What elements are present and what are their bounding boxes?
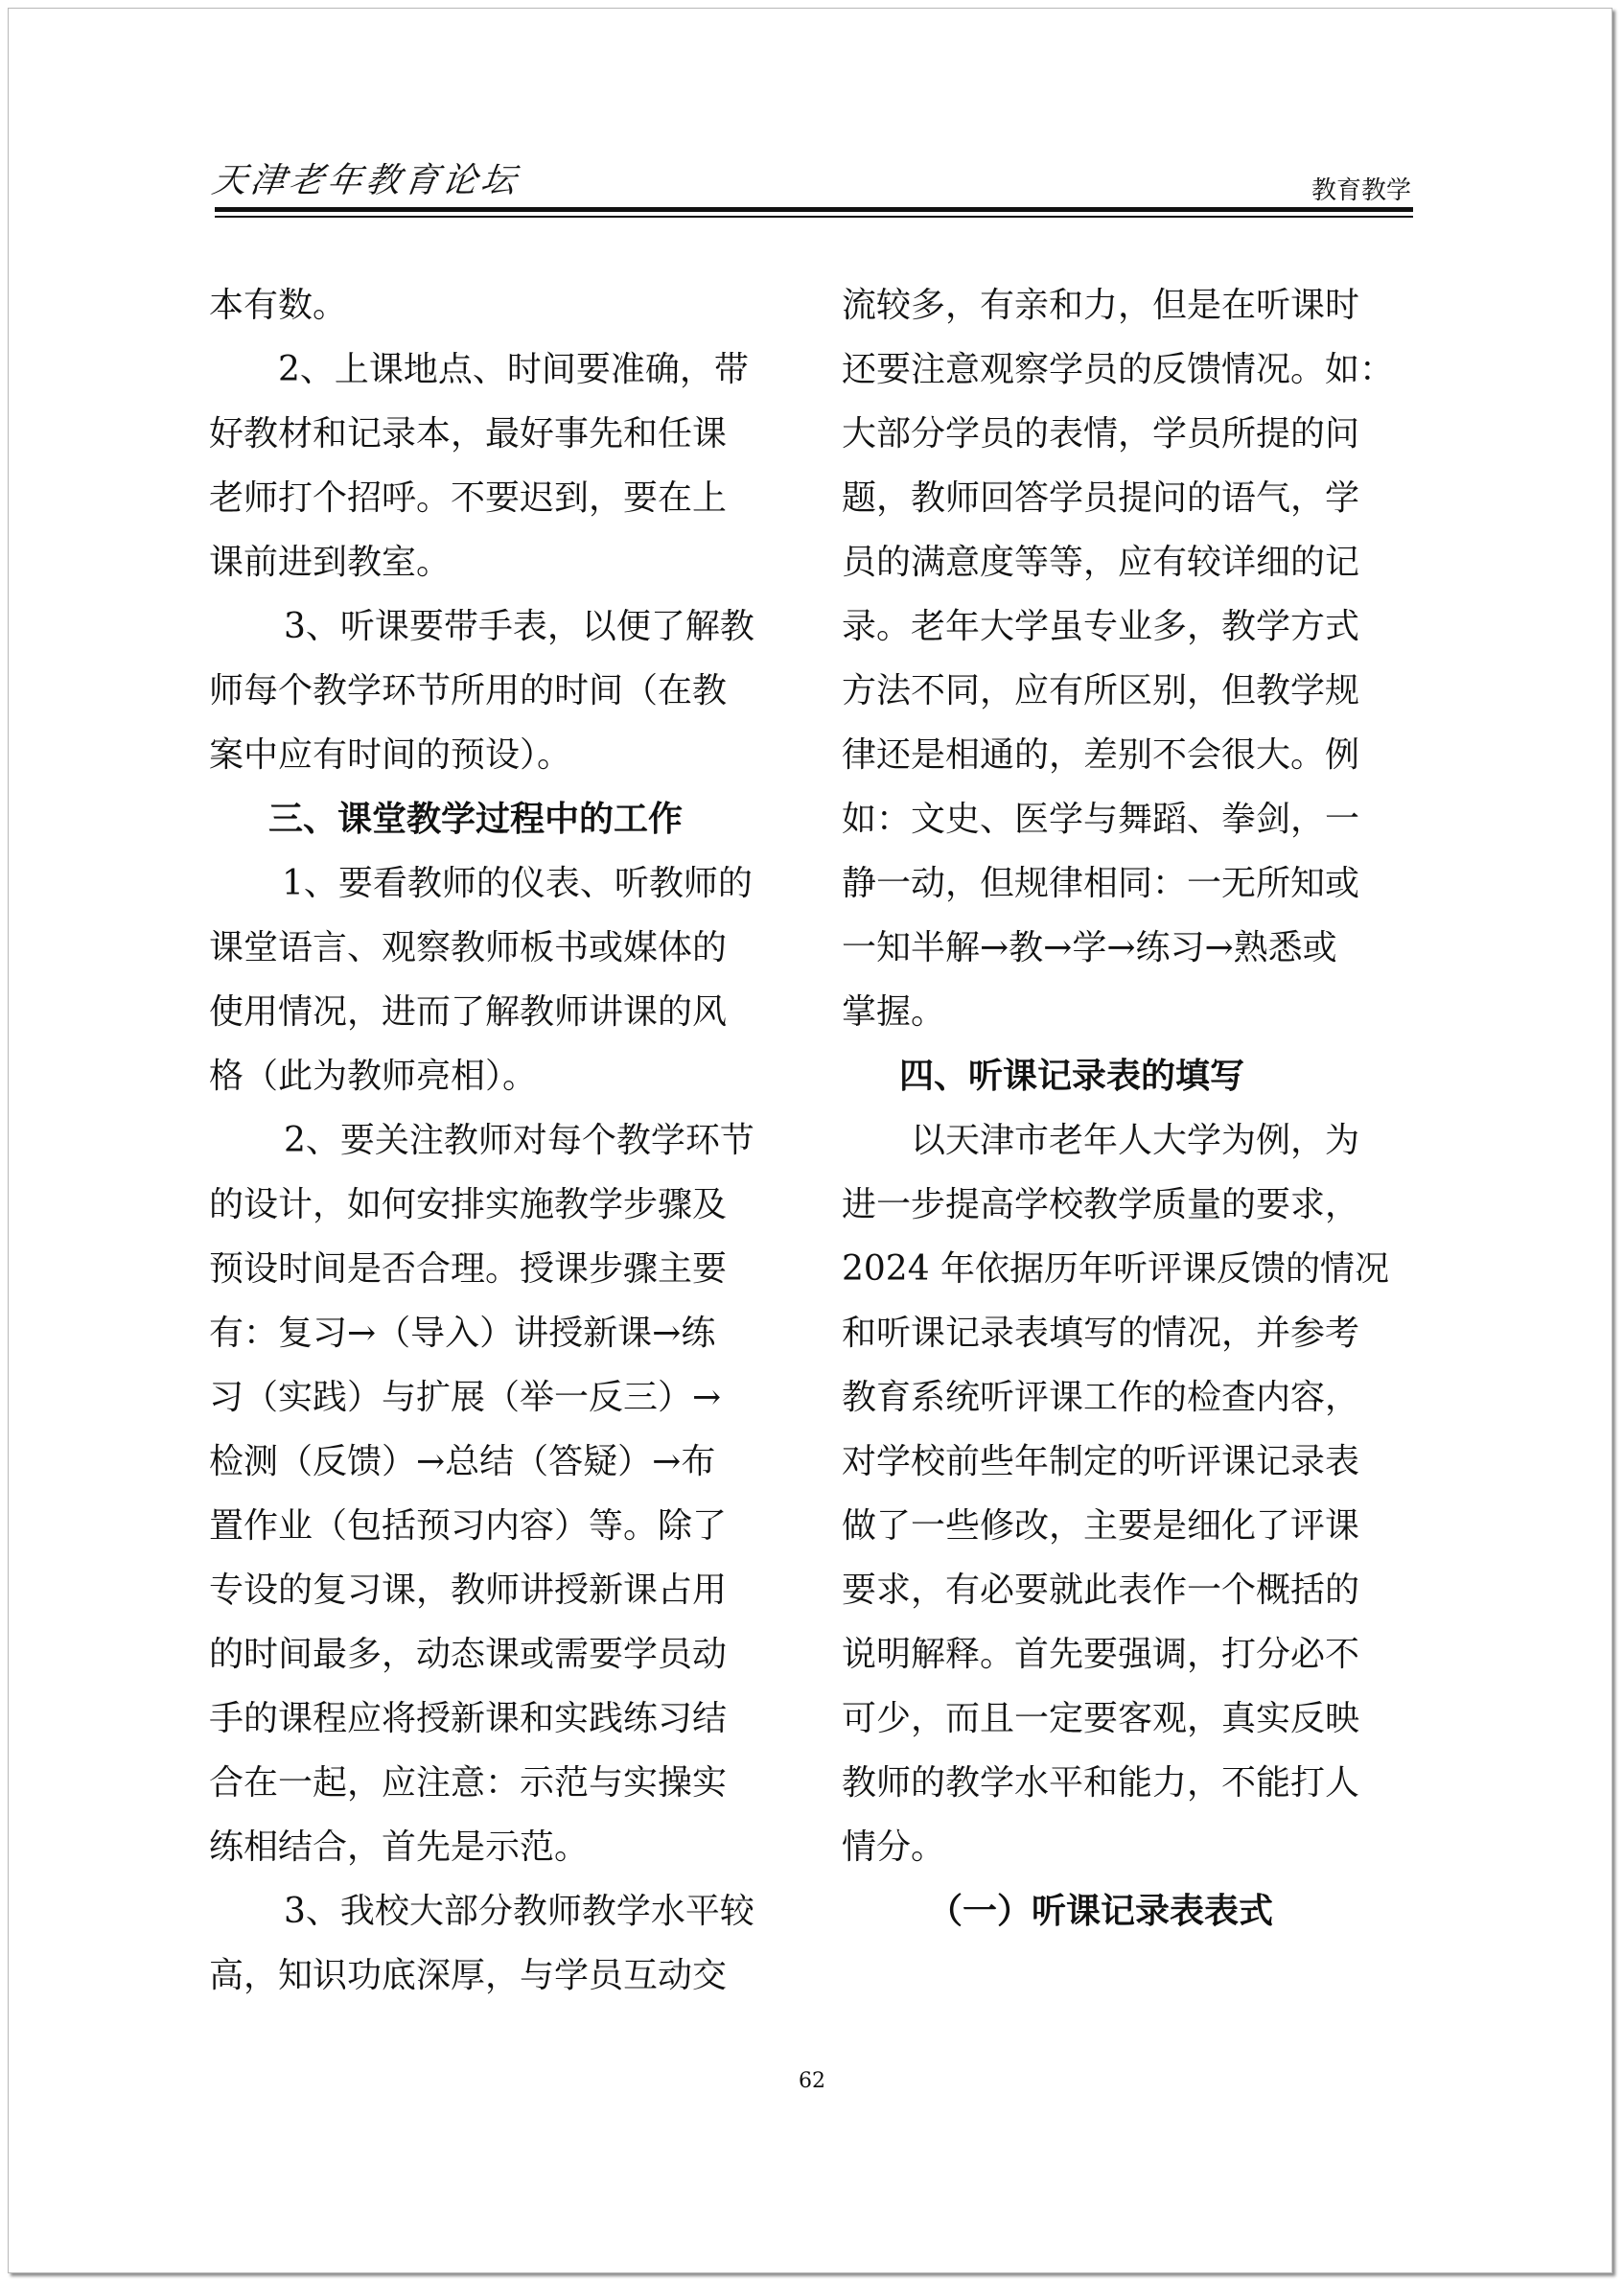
header-rule-thick xyxy=(215,207,1413,212)
text-line: 预设时间是否合理。授课步骤主要 xyxy=(209,1249,728,1289)
text-line: 3、我校大部分教师教学水平较 xyxy=(284,1892,754,1931)
text-line: 课前进到教室。 xyxy=(209,543,452,582)
page-number: 62 xyxy=(799,2069,825,2093)
text-line: 本有数。 xyxy=(209,286,348,325)
text-line: 使用情况，进而了解教师讲课的风 xyxy=(209,992,728,1032)
text-line: 的设计，如何安排实施教学步骤及 xyxy=(209,1185,728,1224)
section-heading: 四、听课记录表的填写 xyxy=(899,1057,1245,1096)
text-line: 录。老年大学虽专业多，教学方式 xyxy=(842,607,1360,646)
text-line: 还要注意观察学员的反馈情况。如： xyxy=(842,350,1395,389)
text-line: 进一步提高学校教学质量的要求， xyxy=(842,1185,1360,1224)
text-line: 律还是相通的，差别不会很大。例 xyxy=(842,735,1360,775)
text-line: 教育系统听评课工作的检查内容， xyxy=(842,1378,1360,1417)
text-line: 1、要看教师的仪表、听教师的 xyxy=(282,864,753,903)
text-line: 大部分学员的表情，学员所提的问 xyxy=(842,414,1360,454)
text-line: 静一动，但规律相同：一无所知或 xyxy=(842,864,1360,903)
text-line: 题，教师回答学员提问的语气，学 xyxy=(842,478,1360,518)
text-line: 2、要关注教师对每个教学环节 xyxy=(284,1121,754,1160)
text-line: 的时间最多，动态课或需要学员动 xyxy=(209,1635,728,1674)
text-line: 以天津市老年人大学为例，为 xyxy=(911,1121,1360,1160)
subsection-heading: （一）听课记录表表式 xyxy=(928,1892,1274,1931)
right-column xyxy=(842,273,1428,1944)
text-line: 师每个教学环节所用的时间（在教 xyxy=(209,671,728,710)
journal-logo: 天津老年教育论坛 xyxy=(209,161,522,200)
text-line: 合在一起，应注意：示范与实操实 xyxy=(209,1763,728,1803)
text-line: 老师打个招呼。不要迟到，要在上 xyxy=(209,478,728,518)
text-line: 说明解释。首先要强调，打分必不 xyxy=(842,1635,1360,1674)
text-line: 案中应有时间的预设）。 xyxy=(209,735,572,775)
text-line: 检测（反馈）→总结（答疑）→布 xyxy=(209,1442,716,1481)
text-line: 2、上课地点、时间要准确，带 xyxy=(278,350,749,389)
text-line: 2024 年依据历年听评课反馈的情况 xyxy=(842,1249,1390,1289)
text-line: 课堂语言、观察教师板书或媒体的 xyxy=(209,928,728,967)
text-line: 格（此为教师亮相）。 xyxy=(209,1057,538,1096)
text-line: 专设的复习课，教师讲授新课占用 xyxy=(209,1571,728,1610)
text-line: 习（实践）与扩展（举一反三）→ xyxy=(209,1378,722,1417)
text-line: 掌握。 xyxy=(842,992,946,1032)
text-line: 如：文史、医学与舞蹈、拳剑，一 xyxy=(842,800,1360,839)
text-line: 可少，而且一定要客观，真实反映 xyxy=(842,1699,1360,1738)
text-line: 对学校前些年制定的听评课记录表 xyxy=(842,1442,1360,1481)
section-title: 教育教学 xyxy=(1311,176,1411,205)
text-line: 情分。 xyxy=(842,1827,946,1867)
text-line: 要求，有必要就此表作一个概括的 xyxy=(842,1571,1360,1610)
left-column xyxy=(209,273,796,2008)
section-heading: 三、课堂教学过程中的工作 xyxy=(268,800,684,839)
text-line: 和听课记录表填写的情况，并参考 xyxy=(842,1314,1360,1353)
text-line: 置作业（包括预习内容）等。除了 xyxy=(209,1506,728,1546)
text-line: 有：复习→（导入）讲授新课→练 xyxy=(209,1314,716,1353)
header-rule-thin xyxy=(215,216,1413,218)
text-line: 方法不同，应有所区别，但教学规 xyxy=(842,671,1360,710)
text-line: 员的满意度等等，应有较详细的记 xyxy=(842,543,1360,582)
text-line: 手的课程应将授新课和实践练习结 xyxy=(209,1699,728,1738)
text-line: 教师的教学水平和能力，不能打人 xyxy=(842,1763,1360,1803)
text-line: 练相结合，首先是示范。 xyxy=(209,1827,590,1867)
text-line: 好教材和记录本，最好事先和任课 xyxy=(209,414,728,454)
text-line: 流较多，有亲和力，但是在听课时 xyxy=(842,286,1360,325)
text-line: 一知半解→教→学→练习→熟悉或 xyxy=(842,928,1337,967)
text-line: 高，知识功底深厚，与学员互动交 xyxy=(209,1956,728,1995)
text-line: 做了一些修改，主要是细化了评课 xyxy=(842,1506,1360,1546)
text-line: 3、听课要带手表，以便了解教 xyxy=(284,607,754,646)
